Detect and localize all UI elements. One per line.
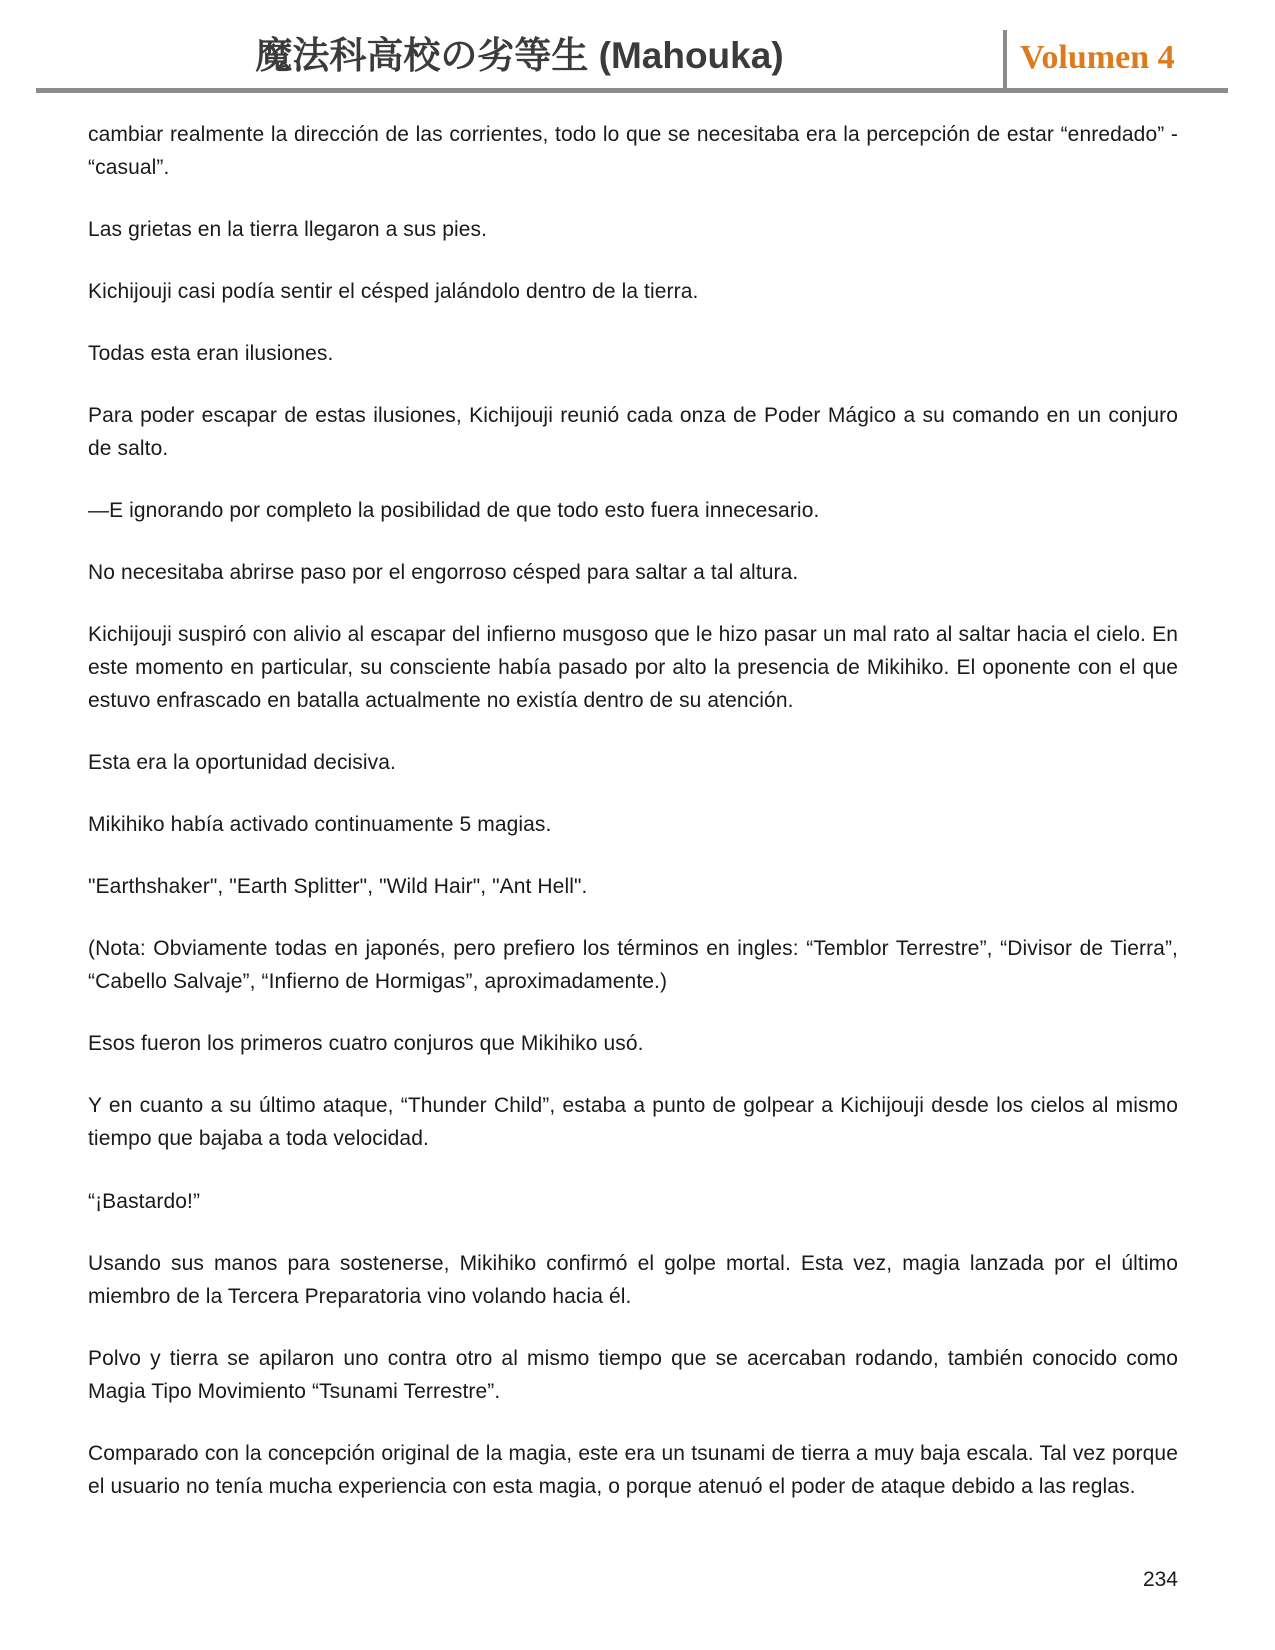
paragraph: (Nota: Obviamente todas en japonés, pero prefiero los términos en ingles: “Temblor Terrestre”, “Divisor de Tierra”, “Cabello Salvaje”, “Infierno de Hormigas”, aproximadamente.) [88, 937, 1178, 993]
paragraph: Las grietas en la tierra llegaron a sus pies. [88, 218, 488, 241]
volume-label: Volumen 4 [1020, 39, 1175, 76]
paragraph: "Earthshaker", "Earth Splitter", "Wild Hair", "Ant Hell". [88, 875, 588, 898]
paragraph: Polvo y tierra se apilaron uno contra otro al mismo tiempo que se acercaban rodando, también conocido como Magia Tipo Movimiento “Tsunami Terrestre”. [88, 1347, 1178, 1403]
paragraph: Kichijouji suspiró con alivio al escapar del infierno musgoso que le hizo pasar un mal rato al saltar hacia el cielo. En este momento en particular, su consciente había pasado por alto la presencia de Mikihiko. El oponente con el que estuvo enfrascado en batalla actualmente no existía dentro de su atención. [88, 623, 1178, 712]
paragraph-container [88, 118, 1178, 1532]
document-title: 魔法科高校の劣等生 (Mahouka) [255, 35, 784, 76]
paragraph: Usando sus manos para sostenerse, Mikihiko confirmó el golpe mortal. Esta vez, magia lanzada por el último miembro de la Tercera Preparatoria vino volando hacia él. [88, 1252, 1178, 1308]
header-rule [36, 88, 1228, 93]
paragraph: No necesitaba abrirse paso por el engorroso césped para saltar a tal altura. [88, 561, 799, 584]
paragraph: cambiar realmente la dirección de las corrientes, todo lo que se necesitaba era la percepción de estar “enredado” - “casual”. [88, 123, 1178, 179]
header-vertical-divider [1003, 30, 1007, 89]
page-number: 234 [1142, 1568, 1178, 1591]
paragraph: Mikihiko había activado continuamente 5 magias. [88, 813, 552, 836]
paragraph: Para poder escapar de estas ilusiones, Kichijouji reunió cada onza de Poder Mágico a su comando en un conjuro de salto. [88, 404, 1178, 460]
paragraph: Comparado con la concepción original de la magia, este era un tsunami de tierra a muy baja escala. Tal vez porque el usuario no tenía mucha experiencia con esta magia, o porque atenuó el poder de ataque debido a las reglas. [88, 1442, 1178, 1498]
paragraph: Esta era la oportunidad decisiva. [88, 751, 396, 774]
paragraph: Kichijouji casi podía sentir el césped jalándolo dentro de la tierra. [88, 280, 699, 303]
paragraph: Y en cuanto a su último ataque, “Thunder Child”, estaba a punto de golpear a Kichijouji desde los cielos al mismo tiempo que bajaba a toda velocidad. [88, 1094, 1178, 1150]
paragraph: Esos fueron los primeros cuatro conjuros que Mikihiko usó. [88, 1032, 644, 1055]
paragraph: “¡Bastardo!” [88, 1190, 201, 1213]
paragraph: Todas esta eran ilusiones. [88, 342, 334, 365]
paragraph: —E ignorando por completo la posibilidad de que todo esto fuera innecesario. [88, 499, 820, 522]
